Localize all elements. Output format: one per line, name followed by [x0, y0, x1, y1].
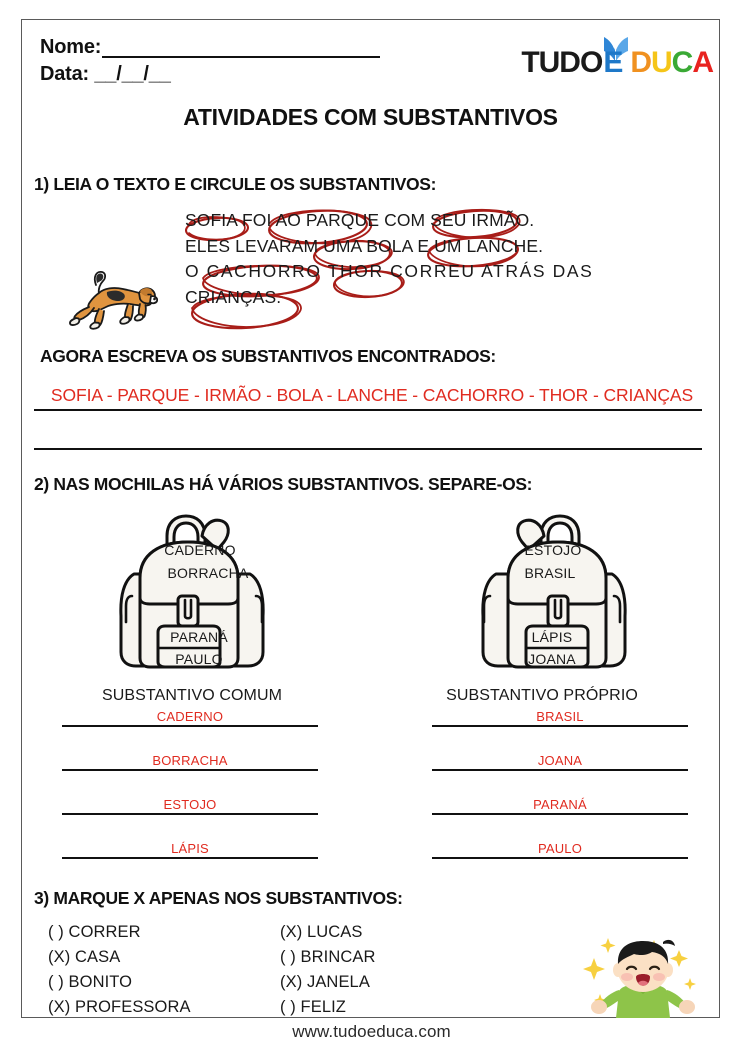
- exercise-3-option[interactable]: (X) CASA: [48, 948, 121, 966]
- logo-letter-c: C: [671, 46, 693, 79]
- answer-rule: [62, 769, 318, 771]
- backpack-word: BRASIL: [524, 565, 576, 581]
- name-write-line[interactable]: [102, 56, 380, 58]
- answer-slot-proper[interactable]: [432, 791, 688, 815]
- answer-rule: [432, 769, 688, 771]
- name-label: Nome:: [40, 36, 102, 58]
- footer-website: www.tudoeduca.com: [292, 1022, 451, 1041]
- backpack-left: [110, 512, 290, 675]
- exercise-1-subheading: AGORA ESCREVA OS SUBSTANTIVOS ENCONTRADOS:: [40, 346, 496, 366]
- logo-letter-e: E: [603, 46, 623, 79]
- answer-rule: [62, 813, 318, 815]
- page-title: ATIVIDADES COM SUBSTANTIVOS: [183, 104, 558, 130]
- dog-illustration: [66, 268, 158, 335]
- answer-word: PARANÁ: [533, 797, 587, 812]
- answer-slot-common[interactable]: [62, 791, 318, 815]
- worksheet-page-border: [21, 19, 720, 1018]
- answer-word: ESTOJO: [163, 797, 217, 812]
- exercise-1-write-line-2[interactable]: [34, 448, 702, 450]
- exercise-1-text: [185, 208, 594, 310]
- cheering-boy-icon: [578, 928, 708, 1018]
- answer-slot-proper[interactable]: [432, 747, 688, 771]
- column-heading-proper: SUBSTANTIVO PRÓPRIO: [446, 687, 638, 704]
- answer-word: LÁPIS: [171, 841, 209, 856]
- exercise-1-text-line: SOFIA FOI AO PARQUE COM SEU IRMÃO.: [185, 210, 535, 230]
- column-heading-common: SUBSTANTIVO COMUM: [101, 687, 283, 704]
- exercise-1-text-line: CRIANÇAS.: [185, 286, 282, 307]
- backpack-word: CADERNO: [164, 542, 236, 558]
- exercise-3-option[interactable]: ( ) CORRER: [48, 923, 141, 941]
- running-dog-icon: [66, 268, 158, 330]
- exercise-1-text-line: O CACHORRO THOR CORREU ATRÁS DAS: [185, 261, 594, 281]
- answer-slot-proper[interactable]: [432, 835, 688, 859]
- exercise-3-option[interactable]: ( ) BONITO: [48, 973, 133, 991]
- answer-rule: [62, 857, 318, 859]
- exercise-3-option[interactable]: (X) PROFESSORA: [48, 998, 191, 1016]
- answer-word: PAULO: [537, 841, 583, 856]
- backpack-word: PARANÁ: [170, 629, 228, 645]
- answer-rule: [62, 725, 318, 727]
- exercise-1-text-line: ELES LEVARAM UMA BOLA E UM LANCHE.: [185, 235, 544, 256]
- backpack-word: ESTOJO: [524, 542, 582, 558]
- answer-rule: [432, 813, 688, 815]
- backpack-right: [456, 512, 636, 675]
- answer-slot-common[interactable]: [62, 703, 318, 727]
- exercise-3-heading: 3) MARQUE X APENAS NOS SUBSTANTIVOS:: [34, 888, 403, 908]
- answer-word: BRASIL: [536, 709, 584, 724]
- answer-slot-common[interactable]: [62, 835, 318, 859]
- answer-word: BORRACHA: [152, 753, 228, 768]
- answer-slot-proper[interactable]: [432, 703, 688, 727]
- exercise-1-heading: 1) LEIA O TEXTO E CIRCULE OS SUBSTANTIVOS:: [34, 174, 437, 194]
- exercise-1-write-line-1[interactable]: [34, 409, 702, 411]
- logo-wordmark: [521, 38, 713, 78]
- answer-rule: [432, 725, 688, 727]
- answer-word: JOANA: [537, 753, 583, 768]
- logo-text-tudo: TUDO: [521, 46, 603, 79]
- backpack-word: LÁPIS: [531, 629, 573, 645]
- logo-letter-u: U: [650, 46, 672, 79]
- date-field-row[interactable]: Data: __/__/__: [40, 63, 171, 85]
- exercise-3-option[interactable]: (X) JANELA: [280, 973, 370, 991]
- logo-letter-a: A: [692, 46, 713, 79]
- exercise-3-option[interactable]: ( ) FELIZ: [280, 998, 346, 1016]
- answer-word: CADERNO: [156, 709, 224, 724]
- logo-letter-d: D: [630, 46, 651, 79]
- exercise-3-option[interactable]: ( ) BRINCAR: [280, 948, 376, 966]
- exercise-3-option[interactable]: (X) LUCAS: [280, 923, 363, 941]
- exercise-1-answer-text: SOFIA - PARQUE - IRMÃO - BOLA - LANCHE - CACHORRO - THOR - CRIANÇAS: [50, 385, 694, 405]
- backpack-word: PAULO: [175, 651, 223, 667]
- exercise-2-heading: 2) NAS MOCHILAS HÁ VÁRIOS SUBSTANTIVOS. SEPARE-OS:: [34, 474, 533, 494]
- tudoeduca-logo: [521, 32, 713, 78]
- answer-slot-common[interactable]: [62, 747, 318, 771]
- backpack-icon: [110, 512, 290, 670]
- backpack-word: BORRACHA: [167, 565, 249, 581]
- backpack-word: JOANA: [528, 651, 576, 667]
- backpack-icon: [456, 512, 636, 670]
- book-icon: [601, 38, 631, 78]
- answer-rule: [432, 857, 688, 859]
- happy-boy-illustration: [578, 928, 708, 1023]
